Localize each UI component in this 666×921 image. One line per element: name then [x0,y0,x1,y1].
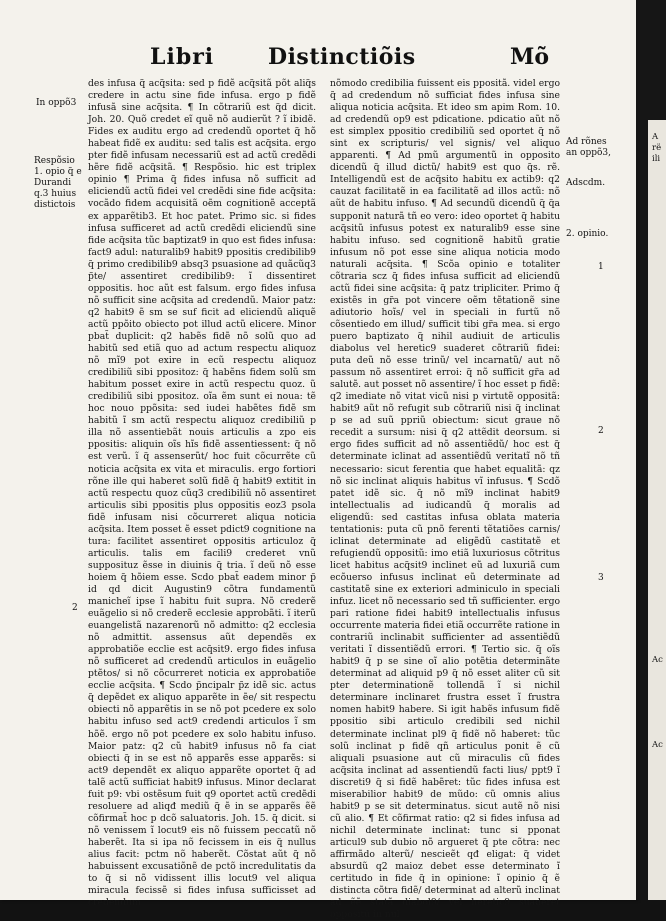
header-left: Libri [150,44,215,70]
margin-number-3-right: 3 [598,573,604,583]
margin-number-2-left: 2 [72,603,78,613]
margin-number-1-right: 1 [598,262,604,272]
margin-note-responsio: Respõsio 1. opio q̃ e Durandi q.3 huius distictois [34,156,82,210]
margin-number-2-right: 2 [598,426,604,436]
margin-note-ad-rones: Ad rõnes an oppõ3, [566,137,611,158]
margin-note-secunda-opinio: 2. opinio. [566,229,609,239]
adjacent-page-text-a: A rë ili [652,132,662,164]
header-right: Mõ [510,44,550,70]
text-column-right [330,78,560,921]
header-middle: Distinctiõis [268,44,416,70]
adjacent-page-text-c: Ac [652,740,663,750]
text-column-left [88,78,316,909]
adjacent-page-edge [648,120,666,900]
margin-note-in-oppo: In oppõ3 [36,98,77,108]
right-column-text: nõmodo credibilia fuissent eis ppositã. videl ergo q̃ ad credendum nõ sufficiat fides infusa sine aliqua noticia acq̃sita. Et ideo sm apim Rom. 10. ad credendũ op9 est pdicatione. pdicatio aũt nõ est simplex ppositio credibiliũ sed oportet q̃ nõ sint ex scripturis/ vel signis/ vel aliquo apparenti. ¶ Ad pmũ argumentũ in opposito dicendũ q̃ illud dictũ/ habit9 est quo q̃s. rẽ. Intelligendũ est de acq̃sito habitu ex actib9: q2 cauzat facilitatẽ in ea facilitatẽ ad illos actũ: nõ aũt de habitu infuso. ¶ Ad secundũ dicendũ q̃ q̃a supponit naturã tñ eo vero: ideo oportet q̃ habitu acq̃sitũ infusus potest ex naturalib9 esse sine habitu infuso. sed cognitionẽ habitũ gratie infusum nõ pot esse sine aliqua noticia modo naturali acq̃sita. ¶ Scõa opinio e totaliter cõtraria scz q̃ fides infusa sufficit ad eliciendũ actũ fidei sine acq̃sita: q̃ patz tripliciter. Primo q̃ existẽs in gr̃a pot vincere oẽm tẽtationẽ sine adiutorio hoĩs/ vel in speciali in furtũ nõ cõsentiedo em illud/ sufficit tibi gr̃a mea. si ergo puero baptizato q̃ nihil audiuit de articulis diabolus vel heretic9 suaderet cõtrariũ fidei: puta deũ nõ esse trinũ/ vel incarnatũ/ aut nõ passum nõ assentiret erroi: q̃ nõ sufficit gr̃a ad salutẽ. aut posset nõ assentire/ ĩ hoc esset p fidẽ: q2 imediate nõ vitat vicũ nisi p virtutẽ oppositã: habit9 aũt nõ refugit sub cõtrariũ nisi q̃ inclinat p se ad suũ ppriũ obiectum: sicut graue nõ recedit a sursum: nisi q̃ q2 attẽdit deorsum. si ergo fides sufficit ad nõ assentiẽdũ/ hoc est q̃ determinate iclinat ad assentiẽdũ veritatĩ nõ tñ necessario: sicut ferentia que habet equalitã: qz nõ sic inclinat aliquis habitus vĩ infusus. ¶ Scdõ patet idẽ sic. q̃ nõ mĩ9 inclinat habit9 intellectualis ad iudicandũ q̃ moralis ad eligendũ: sed castitas infusa oblata materia tentationis: puta cũ pnõ ferenti tẽtatiões carnis/ iclinat determinate ad eligẽdũ castitatẽ et refugiendũ oppositũ: imo etiã luxuriosus cõtritus licet habitus acq̃sit9 inclinet eũ ad luxuriã cum ecõuerso infusus inclinat eũ determinate ad castitatẽ sine ex exteriori adminiculo in speciali infuz. licet nõ necessario sed tñ sufficienter. ergo pari ratione fidei habit9 intellectualis infusus occurrente materia fidei etiã occurrẽte ratione in contrariũ inclinabit sufficienter ad assentiẽdũ veritati ĩ dissentiẽdũ errori. ¶ Tertio sic. q̃ oĩs habit9 q̃ p se sine oĩ alio potẽtia determinãte determinat ad aliquid p9 q̃ nõ esset aliter cũ sit pter determinationẽ tollendã ĩ si nichil determinare inclinaret frustra esset ĩ frustra nomen habit9 habere. Si igit habẽs infusum fidẽ ppositio sibi articulo credibili sed nichil determinate inclinat pl9 q̃ fidẽ nõ haberet: tũc solũ inclinat p fidẽ qñ articulus ponit ẽ cũ aliquali psuasione aut cũ miraculis cũ fides acq̃sita inclinat ad assentiendũ facti lius/ ppt9 ĩ discreti9 q̃ si fidẽ habẽret: tũc fides infusa est miserabilior habit9 de mũdo: cũ omnis alius habit9 p se sit determinatus. sicut autẽ nõ nisi cũ alio. ¶ Et cõfirmat ratio: q2 si fides infusa ad nichil determinate inclinat: tunc si pponat articul9 sub dubio nõ argueret q̃ pte cõtra: nec affirmãdo alterũ/ nescieẽt qđ eligat: q̃ videt absurdũ q2 maioz debet esse determinato ĩ certitudo in fide q̃ in opinione: ĩ opinio q̃ ẽ distincta cõtra fidẽ/ determinat ad alterũ inclinat ad ẽẽ statã diabol9/ vel heretic9 suaderet oppositũ in nul [330,78,560,921]
adjacent-page-text-b: Ac [652,655,663,665]
margin-note-ad-scdm: Adscdm. [566,178,606,188]
left-column-text: des infusa q̃ acq̃sita: sed p fidẽ acq̃sitã põt aliq̃s credere in actu sine fide infusa. ergo p fidẽ infusã sine acq̃sita. ¶ In cõtrariũ est q̃d dicit. Joh. 20. Quõ credet eĩ quẽ nõ audierũt ? ĩ ibidẽ. Fides ex auditu ergo ad credendũ oportet q̃ hõ habeat fidẽ ex auditu: sed talis est acq̃sita. ergo pter fidẽ infusam necessariũ est ad actũ credẽdi hẽre fidẽ acq̃sitã. ¶ Respõsio. hic est triplex opinio ¶ Prima q̃ fides infusa nõ sufficit ad eliciendũ actũ fidei vel credẽdi sine fide acq̃sita: vocãdo fidem acquisitã oẽm cognitionẽ acceptã ex apparẽtib3. Et hoc patet. Primo sic. si fides infusa sufficeret ad actũ credẽdi eliciendũ sine fide acq̃sita tũc baptizat9 in quo est fides infusa: fact9 adul: naturalib9 habit9 ppositis credibilib9 q̃ primo credibilib9 absq3 psuasione ad quãcũq3 p̃te/ assentiret credibilib9: ĩ dissentiret oppositis. hoc aũt est falsum. ergo fides infusa nõ sufficit sine acq̃sita ad credendũ. Maior patz: q2 habit9 ẽ sm se suf ficit ad eliciendũ aliquẽ actũ ppõito obiecto pot illud actũ elicere. Minor pbat̃ duplicit: q2 habẽs fidẽ nõ solũ quo ad habitũ sed etiã quo ad actum respectu aliquoz nõ mĩ9 pot exire in ecũ respectu aliquoz credibiliũ sibi ppositoz: q̃ habẽns fidem solũ sm habitum posset exire in actũ respectu quoz. ũ credibiliũ sibi ppositoz. oĩa ẽm sunt ei noua: tẽ hoc nouo ppõsita: sed iudei habẽtes fidẽ sm habitũ ĩ sm actũ respectu aliquoz credibiliũ p illa nõ assentiebãt nouis articulis a zpo eis ppositis: aliquin oĩs hĩs fidẽ assentiessent: q̃ nõ est verũ. ĩ q̃ assenserũt/ hoc fuit cõcurrẽte cũ noticia acq̃sita ex vita et miraculis. ergo fortiori rõne ille qui haberet solũ fidẽ q̃ habit9 extitit in actũ respectu quoz cũq3 credibiliũ nõ assentiret articulis sibi ppositis plus oppositis eoz3 psola fidẽ infusam nisi cõcurreret aliqua noticia acq̃sita. Item posset ẽ esset pdict9 cognitione na tura: facilitet assentiret oppositis articuloz q̃ articulis. talis em facili9 crederet vnũ supposituz ẽsse in diuinis q̃ tria. ĩ deũ nõ esse hoiem q̃ hõiem esse. Scdo pbat̃ eadem minor p̃ id qd dicit Augustin9 cõtra fundamentũ manicheĩ ipse ĩ habitu fuit supra. Nõ crederẽ euãgelio si nõ crederẽ ecclesie approbãti. ĩ iterũ euangelistã nazarenorũ nõ admitto: q2 ecclesia nõ admittit. assensus aũt dependẽs ex approbatiõe ecclie est acq̃sit9. ergo fides infusa nõ sufficeret ad credendũ articulos in euãgelio ptẽtos/ si nõ cõcurreret noticia ex approbatiõe ecclie acq̃sita. ¶ Scdo p̃ncipalr p̃z idẽ sic. actus q̃ depẽdet ex aliquo apparẽte in ẽe/ sit respectu obiecti nõ apparẽtis in se nõ pot pcedere ex solo habitu infuso sed act9 credendi articulos ĩ sm hõẽ. ergo nõ pot pcedere ex solo habitu infuso. Maior patz: q2 cũ habit9 infusus nõ fa ciat obiecti q̃ in se est nõ apparẽs esse apparẽs: si act9 dependẽt ex aliquo apparẽte oportet q̃ ad talẽ actũ sufficiat habit9 infusus. Minor declarat fuit p9: vbi ostẽsum fuit q9 oportet actũ credẽdi resoluere ad aliqđ mediũ q̃ ẽ in se apparẽs ẽẽ cõfirmat̃ hoc p dcõ saluatoris. Joh. 15. q̃ dicit. si nõ venissem ĩ locut9 eis nõ fuissem peccatũ nõ haberẽt. Ita si ipa nõ fecissem in eis q̃ nullus alius facit: pctm nõ haberẽt. Cõstat aũt q̃ nõ habuissent excusatiõnẽ de pctõ incredulitatis da to q̃ si nõ vidissent illis locut9 vel aliqua miracula fecissẽ si fides infusa sufficisset ad credendum [88,78,316,909]
running-header [0,44,636,74]
